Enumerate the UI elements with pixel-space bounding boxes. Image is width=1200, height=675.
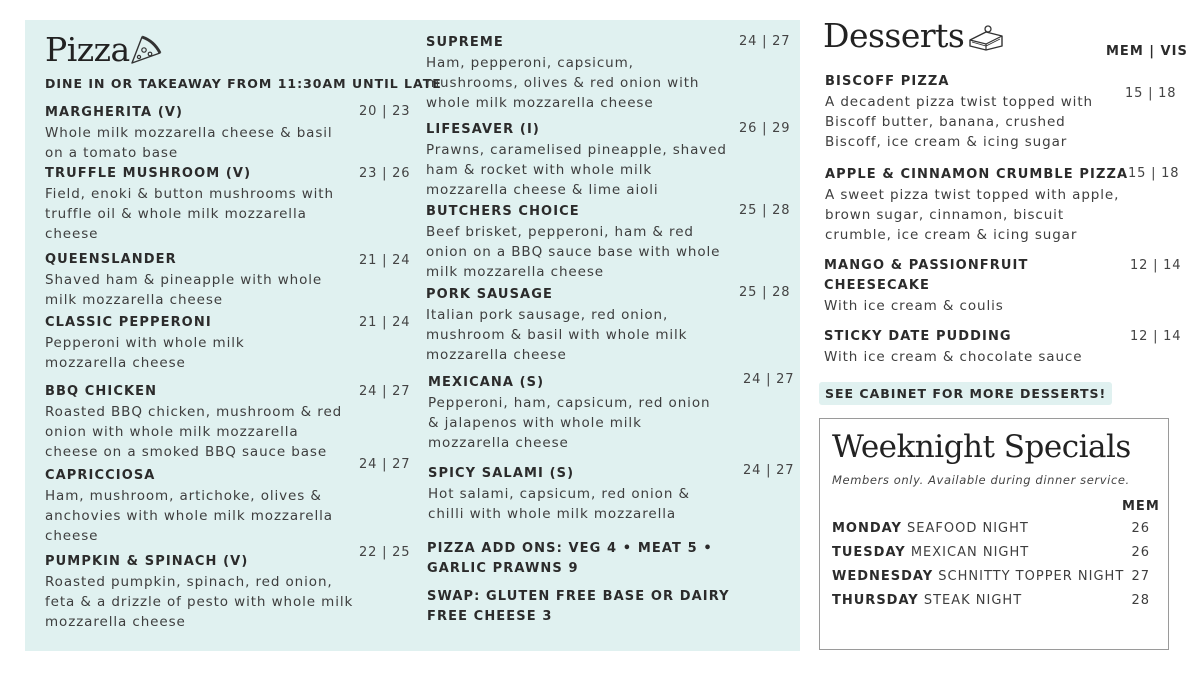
pizza-price: 26 | 29 — [739, 121, 791, 136]
cabinet-notice: SEE CABINET FOR MORE DESSERTS! — [819, 382, 1112, 405]
dessert-price: 15 | 18 — [1125, 86, 1177, 101]
pizza-desc: Shaved ham & pineapple with whole milk mozzarella cheese — [45, 272, 323, 309]
special-price: 28 — [1131, 593, 1150, 608]
pizza-price: 21 | 24 — [359, 315, 411, 330]
pizza-desc: Ham, pepperoni, capsicum, mushrooms, olives & red onion with whole milk mozzarella cheese — [426, 55, 700, 112]
pizza-price: 21 | 24 — [359, 253, 411, 268]
pizza-item-bbq-chicken — [45, 382, 355, 463]
pizza-item-capricciosa — [45, 466, 345, 547]
specials-subtitle: Members only. Available during dinner service. — [832, 473, 1130, 487]
weeknight-specials-box — [819, 418, 1169, 650]
dessert-item-biscoff-pizza — [825, 72, 1105, 153]
special-name: MEXICAN NIGHT — [910, 545, 1030, 560]
dessert-desc: A sweet pizza twist topped with apple, brown sugar, cinnamon, biscuit crumble, ice cream & icing sugar — [825, 187, 1120, 244]
pizza-item-spicy-salami — [428, 464, 698, 524]
desserts-price-header: MEM | VIS — [1106, 44, 1188, 59]
dessert-price: 12 | 14 — [1130, 329, 1182, 344]
dessert-desc: A decadent pizza twist topped with Biscoff butter, banana, crushed Biscoff, ice cream & icing sugar — [825, 94, 1093, 151]
pizza-item-pork-sausage — [426, 285, 696, 366]
dessert-price: 12 | 14 — [1130, 258, 1182, 273]
special-row — [832, 545, 1150, 560]
pizza-name: CAPRICCIOSA — [45, 468, 156, 483]
pizza-name: PUMPKIN & SPINACH (V) — [45, 554, 249, 569]
pizza-desc: Roasted BBQ chicken, mushroom & red onion with whole milk mozzarella cheese on a smoked BBQ sauce base — [45, 404, 343, 461]
dessert-item-apple-cinnamon-crumble — [825, 165, 1129, 246]
pizza-price: 24 | 27 — [739, 34, 791, 49]
pizza-name: MEXICANA (S) — [428, 375, 545, 390]
dine-in-notice: DINE IN OR TAKEAWAY FROM 11:30AM UNTIL LATE — [45, 76, 442, 91]
specials-price-header: MEM — [1122, 499, 1160, 514]
dessert-name: BISCOFF PIZZA — [825, 74, 950, 89]
special-day: TUESDAY — [832, 545, 906, 560]
dessert-name: MANGO & PASSIONFRUIT CHEESECAKE — [824, 258, 1029, 293]
special-row — [832, 593, 1150, 608]
special-row — [832, 569, 1150, 584]
pizza-desc: Roasted pumpkin, spinach, red onion, feta & a drizzle of pesto with whole milk mozzarella cheese — [45, 574, 354, 631]
pizza-title: Pizza — [45, 30, 130, 69]
special-price: 26 — [1131, 521, 1150, 536]
pizza-name: SUPREME — [426, 35, 504, 50]
pizza-price: 23 | 26 — [359, 166, 411, 181]
pizza-item-margherita — [45, 103, 345, 163]
pizza-desc: Hot salami, capsicum, red onion & chilli with whole milk mozzarella — [428, 486, 690, 523]
pizza-desc: Ham, mushroom, artichoke, olives & anchovies with whole milk mozzarella cheese — [45, 488, 333, 545]
pizza-price: 24 | 27 — [743, 372, 795, 387]
pizza-item-supreme — [426, 33, 716, 114]
pizza-item-pumpkin-spinach — [45, 552, 357, 633]
pizza-desc: Prawns, caramelised pineapple, shaved ham & rocket with whole milk mozzarella cheese & lime aioli — [426, 142, 727, 199]
pizza-price: 25 | 28 — [739, 203, 791, 218]
dessert-desc: With ice cream & coulis — [824, 298, 1004, 314]
special-price: 26 — [1131, 545, 1150, 560]
dessert-item-mango-cheesecake — [824, 256, 1054, 316]
special-name: SCHNITTY TOPPER NIGHT — [938, 569, 1125, 584]
pizza-add-ons: PIZZA ADD ONS: VEG 4 • MEAT 5 • GARLIC PRAWNS 9 — [427, 541, 713, 576]
pizza-price: 20 | 23 — [359, 104, 411, 119]
pizza-price: 24 | 27 — [743, 463, 795, 478]
desserts-title: Desserts — [823, 16, 965, 55]
dessert-name: APPLE & CINNAMON CRUMBLE PIZZA — [825, 167, 1129, 182]
pizza-name: SPICY SALAMI (S) — [428, 466, 575, 481]
special-price: 27 — [1131, 569, 1150, 584]
special-day: WEDNESDAY — [832, 569, 934, 584]
dessert-desc: With ice cream & chocolate sauce — [824, 349, 1083, 365]
pizza-price: 25 | 28 — [739, 285, 791, 300]
cake-slice-icon — [966, 22, 1006, 52]
pizza-name: BBQ CHICKEN — [45, 384, 158, 399]
pizza-item-classic-pepperoni — [45, 313, 295, 373]
pizza-desc: Italian pork sausage, red onion, mushroom & basil with whole milk mozzarella cheese — [426, 307, 688, 364]
pizza-price: 22 | 25 — [359, 545, 411, 560]
pizza-desc: Pepperoni with whole milk mozzarella cheese — [45, 335, 245, 372]
specials-title: Weeknight Specials — [832, 429, 1131, 465]
pizza-price: 24 | 27 — [359, 457, 411, 472]
dessert-price: 15 | 18 — [1128, 166, 1180, 181]
special-name: STEAK NIGHT — [923, 593, 1023, 608]
pizza-name: PORK SAUSAGE — [426, 287, 553, 302]
special-name: SEAFOOD NIGHT — [907, 521, 1029, 536]
pizza-item-lifesaver — [426, 120, 738, 201]
dessert-name: STICKY DATE PUDDING — [824, 329, 1012, 344]
pizza-name: BUTCHERS CHOICE — [426, 204, 580, 219]
pizza-desc: Pepperoni, ham, capsicum, red onion & jalapenos with whole milk mozzarella cheese — [428, 395, 711, 452]
special-day: THURSDAY — [832, 593, 919, 608]
pizza-price: 24 | 27 — [359, 384, 411, 399]
pizza-swap: SWAP: GLUTEN FREE BASE OR DAIRY FREE CHEESE 3 — [427, 589, 730, 624]
pizza-desc: Beef brisket, pepperoni, ham & red onion on a BBQ sauce base with whole milk mozzarella cheese — [426, 224, 721, 281]
dessert-item-sticky-date-pudding — [824, 327, 1114, 367]
pizza-desc: Whole milk mozzarella cheese & basil on a tomato base — [45, 125, 333, 162]
pizza-item-queenslander — [45, 250, 345, 310]
pizza-item-butchers-choice — [426, 202, 726, 283]
pizza-name: CLASSIC PEPPERONI — [45, 315, 212, 330]
special-day: MONDAY — [832, 521, 902, 536]
pizza-name: LIFESAVER (I) — [426, 122, 540, 137]
pizza-item-truffle-mushroom — [45, 164, 345, 245]
pizza-name: TRUFFLE MUSHROOM (V) — [45, 166, 252, 181]
pizza-item-mexicana — [428, 373, 718, 454]
pizza-slice-icon — [128, 33, 164, 67]
pizza-desc: Field, enoki & button mushrooms with truffle oil & whole milk mozzarella cheese — [45, 186, 334, 243]
special-row — [832, 521, 1150, 536]
pizza-name: MARGHERITA (V) — [45, 105, 184, 120]
pizza-name: QUEENSLANDER — [45, 252, 177, 267]
